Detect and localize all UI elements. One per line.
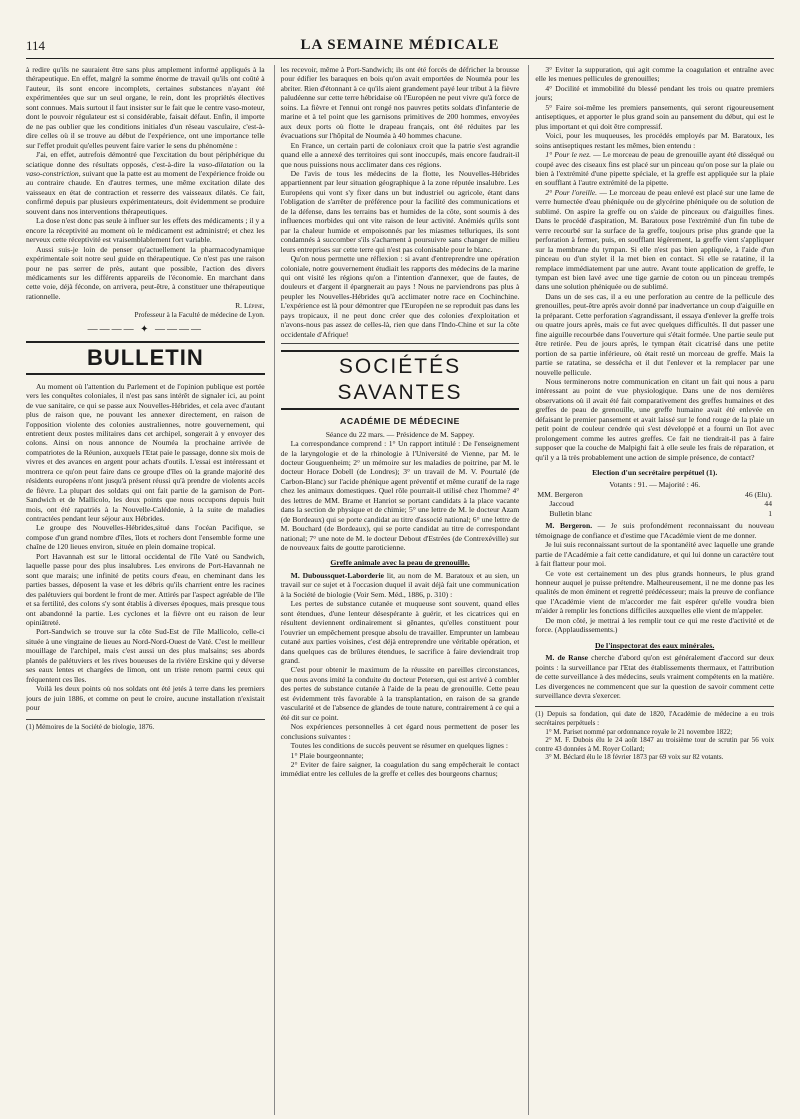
list-item: 3° Eviter la suppuration, qui agit comme la coagulation et entraîne avec elle les menues pellicules de grenouilles;	[535, 65, 775, 84]
table-row: Bulletin blanc 1	[549, 508, 773, 518]
paragraph: Port-Sandwich se trouve sur la côte Sud-Est de l'île Mallicolo, celle-ci située à une vingtaine de lieues au Nord-Nord-Ouest de Vaté. C'est le meilleur mouillage de l'archipel, mais c'est aussi un des plus malsains; ses abords plantés de palétuviers et les rives boueuses de la rivière Erskine qui y déverse ses eaux lentes et chargées de limon, ont un triste renom parmi ceux qui fréquentent ces îles.	[26, 627, 265, 684]
paragraph: les recevoir, même à Port-Sandwich; ils ont été forcés de défricher la brousse pour édifier les baraques en bois qu'on avait emportées de Nouméa pour les abriter. Rien d'étonnant à ce qu'ils aient grandement payé leur tribut à la fièvre paludéenne sur cette terre hébridaise où l'Européen ne peut vivre qu'à force de soins. La fièvre et l'ennui ont rongé nos pauvres petits soldats d'infanterie de marine et à tel point que les garnisons primitives de 200 hommes, envoyées aux deux ports où flotte le drapeau français, ont été réduites par les évacuations sur l'hôpital de Nouméa à 40 hommes chacune.	[280, 65, 520, 141]
column-1	[26, 65, 265, 1115]
speaker-name: M. de Ranse	[545, 653, 588, 663]
paragraph: 1° Pour le nez. — Le morceau de peau de grenouille ayant été disséqué ou coupé avec des ciseaux fins est placé sur un pinceau qu'on pose sur la plaie ou bien à l'extrémité d'une pipette spéciale, et la greffe est appliquée sur la plaie en soufflant à l'autre extrémité de la pipette.	[535, 150, 775, 188]
list-item: 1° Plaie bourgeonnante;	[290, 750, 364, 760]
paragraph: La dose n'est donc pas seule à influer sur les effets des médicaments ; il y a encore la réceptivité au moment où le médicament est administré; et chez les nerveux cette réceptivité est vraisemblablement fort variable.	[26, 216, 265, 245]
paragraph: Toutes les conditions de succès peuvent se résumer en quelques lignes :	[290, 741, 508, 751]
paragraph: M. Duboussquet-Laborderie lit, au nom de M. Baratoux et au sien, un travail sur ce sujet et à l'occasion duquel il avait déjà fait une communication à la Société de biologie (Voir Sem. Méd., 1886, p. 310) :	[280, 570, 520, 599]
speaker-name: M. Bergeron.	[545, 521, 593, 531]
paragraph: J'ai, en effet, autrefois démontré que l'excitation du bout périphérique du sciatique donne des résultats opposés, c'est-à-dire la vaso-dilatation ou la vaso-constriction, suivant que la patte est au moment de l'expérience froide ou au contraire chaude. En d'autres termes, une même excitation dilate des vaisseaux en état de contraction et resserre des vaisseaux dilatés. Ce fait, confirmé depuis par plusieurs expérimentateurs, doit évidemment se produire souvent dans nos interventions thérapeutiques.	[26, 150, 265, 216]
divider	[281, 343, 520, 344]
paragraph: Aussi suis-je loin de penser qu'actuellement la pharmacodynamique expérimentale soit notre seul guide en thérapeutique. Ce n'est pas une raison pour ne pas serrer de près, autant que possible, l'action des divers médicaments sur les différents appareils de l'économie. En marchant dans cette voie, déjà féconde, on arrivera, peut-être, à constituer une thérapeutique rationnelle.	[26, 244, 265, 301]
page-number: 114	[26, 38, 46, 53]
table-row: Jaccoud 44	[549, 499, 773, 509]
paragraph: Nos expériences personnelles à cet égard nous permettent de poser les conclusions suivantes :	[280, 722, 520, 741]
footnote: (1) Depuis sa fondation, qui date de 1820, l'Académie de médecine a eu trois secrétaires perpétuels : 1° M. Pariset nommé par ordonnance royale le 21 novembre 1822; 2° M. F. Dubois élu le 24 août 1847 au troisième tour de scrutin par 56 voix contre 43 données à M. Royer Collard; 3° M. Béclard élu le 18 février 1873 par 69 voix sur 82 votants.	[535, 706, 774, 762]
speaker-name: M. Duboussquet-Laborderie	[290, 570, 385, 580]
paragraph: De mon côté, je mettrai à les remplir tout ce qui me reste d'activité et de force. (Applaudissements.)	[535, 615, 775, 635]
column-2	[274, 65, 520, 1115]
topic-title-inspectorat: De l'inspectorat des eaux minérales.	[595, 640, 715, 650]
list-item: 2° Eviter de faire saigner, la coagulation du sang empêcherait le contact immédiat entre les cellules de la greffe et celles des bourgeons charnus;	[280, 760, 520, 779]
ornament-divider: ———— ✦ ————	[87, 324, 204, 336]
topic-title-greffe: Greffe animale avec la peau de grenouille.	[330, 558, 470, 568]
paragraph: C'est pour obtenir le maximum de la réussite en pareilles circonstances, que nous avons imité la conduite du docteur Petersen, qui est arrivé à combler des pertes de substance cutanée à l'aide de la peau de grenouille. Cette peau est évidemment très favorable à la transplantation, en raison de sa grande vascularité et de l'absence de glandes de toute nature, contrairement à ce qui a été dit sur ce point.	[280, 665, 520, 722]
paragraph: Les pertes de substance cutanée et muqueuse sont souvent, quand elles sont étendues, d'une lenteur désespérante à guérir, et les cicatrices qui en résultent deviennent ordinairement si gênantes, qu'elles constituent pour l'ouvrier un empêchement presque absolu de travailler. Emprunter un lambeau cutané aux parties voisines, c'est déjà entreprendre une véritable opération, et dans quelques cas de brûlures étendues, le sacrifice à faire deviendrait trop grand.	[280, 599, 520, 666]
table-row: MM. Bergeron 46 (Elu).	[537, 489, 773, 499]
votants-line: Votants : 91. — Majorité : 46.	[609, 480, 701, 490]
author-title: Professeur à la Faculté de médecine de Lyon.	[134, 310, 265, 319]
session-line: Séance du 22 mars. — Présidence de M. Sappey.	[325, 429, 475, 439]
paragraph: Qu'on nous permette une réflexion : si avant d'entreprendre une opération coloniale, notre gouvernement étudiait les rapports des médecins de la marine qui ont visité les régions qu'on a l'intention d'annexer, que de fautes, de douleurs et d'argent il épargnerait au pays ! Nous ne parviendrons pas plus à peupler les Nouvelles-Hébrides qu'à acclimater notre race en Cochinchine. L'expérience est là pour démontrer que l'Européen ne se reproduit pas dans les pays tropicaux, il ne peut donc créer que des colonies d'exploitation et n'avons-nous pas assez de celles-là, rien que dans l'Indo-Chine et sur la côte occidentale d'Afrique!	[280, 254, 520, 339]
columns	[26, 65, 774, 1115]
vote-results	[535, 480, 774, 518]
paragraph: M. Bergeron. — Je suis profondément reconnaissant du nouveau témoignage de confiance et d'estime que l'Académie vient de me donner.	[535, 521, 775, 540]
correspondence-paragraph: La correspondance comprend : 1° Un rapport intitulé : De l'enseignement de la laryngologie et de la rhinologie à l'Université de Vienne, par M. le docteur Gouguenheim; 2° un mémoire sur les maladies de poitrine, par M. le docteur Horace Dobell (de Londres); 3° un travail de M. V. Pourtalé (de Carbon-Blanc) sur l'acide phénique agent préventif et même curatif de la rage chez les animaux domestiques. Quel rôle pourrait-il utilisé chez l'homme? 4° des lettres de MM. Brame et Hanriot se portant candidats à la place vacante dans la section de physique et de chimie; 5° une lettre de M. le docteur Azam (de Bordeaux) qui se porte candidat au titre d'associé national; 6° une lettre de M. Bouchard (de Bordeaux), qui se porte candidat au titre de correspondant national; 7° une note de M. le docteur Debout d'Estrées (de Contrexéville) sur de nouveaux faits de goutte paroticienne.	[280, 439, 520, 553]
list-item: 4° Docilité et immobilité du blessé pendant les trois ou quatre premiers jours;	[535, 83, 775, 103]
section-title-societes: SOCIÉTÉS SAVANTES	[281, 350, 520, 410]
paragraph: M. de Ranse cherche d'abord qu'on est généralement d'accord sur deux points : la surveillance par l'Etat des établissements thermaux, et l'attribution de cette surveillance à des médecins, seuls vraiment compétents en la matière. Les divergences ne commencent que sur la question de savoir comment cette surveillance devra s'exercer.	[535, 653, 775, 700]
paragraph: Ce vote est certainement un des plus grands honneurs, le plus grand honneur auquel je puisse prétendre. Malheureusement, il ne me donne pas les qualités de mon éminent et regretté prédécesseur; mais la preuve de confiance que l'Académie vient de m'accorder me fait espérer qu'elle voudra bien m'aider à remplir les fonctions difficiles auxquelles elle vient de m'appeler.	[535, 568, 775, 616]
paragraph: Nous terminerons notre communication en citant un fait qui nous a paru intéressant au point de vue physiologique. Dans une de nos dernières observations où il avait été fait comparativement des greffes humaines et des greffes de peau de grenouille, une greffe humaine avait été enlevée en défaisant le premier pansement et avait laissé sur le fond rouge de la plaie un petit point de couleur cendrée qui s'est développé et a fourni un îlot avec prolongement comme les autres greffes. Ce fait ne tiendrait-il pas à faire supposer que la couche de Malpighi fait à elle seule les frais de réparation, et qu'il y a là très probablement une action de simple présence, de contact?	[535, 376, 775, 462]
paragraph: à redire qu'ils ne sauraient être sans plus amplement informé appliqués à la thérapeutique. En effet, malgré la somme énorme de travail qu'ils ont coûté à l'auteur, ils sont encore incomplets, certaines substances n'ayant été expérimentées que sur un seul organe, le rein, dont les propriétés électives sont connues. Mais surtout il faut insister sur le fait que le centre vaso-moteur, dont le pouvoir régulateur est si considérable, faisait défaut. Enfin, il importe de ne pas oublier que les conditions initiales d'un réseau vasculaire, c'est-à-dire celles où il se trouve au début de l'expérience, ont une importance telle sur l'effet produit qu'elles peuvent faire varier le sens du phénomène :	[26, 65, 265, 150]
paragraph: Dans un de ses cas, il a eu une perforation au centre de la pellicule des grenouilles, peut-être après avoir donné par inadvertance un coup d'aiguille en la préparant. Cette perforation s'agrandissant, il essaya d'enlever la greffe trois ou quatre jours après, mais ce fut avec quelques difficultés. Il dut passer une fine aiguille recourbée dans l'ouverture qui s'était formée. Une partie seule put être retirée. Peu de jours après, le tympan était cicatrisé dans une petite portion de sa partie inférieure, où était resté un morceau de greffe. Mais la partie se ratatina, se dessécha et il dut l'enlever et la remplacer par une nouvelle pellicule.	[535, 291, 775, 377]
paragraph: Le groupe des Nouvelles-Hébrides,situé dans l'océan Pacifique, se compose d'un grand nombre d'îles, îlots et rochers dont l'ensemble forme une chaîne de 120 lieues environ, située en plein domaine tropical.	[26, 523, 265, 552]
paragraph: Au moment où l'attention du Parlement et de l'opinion publique est portée vers les conquêtes coloniales, il n'est pas sans intérêt de signaler ici, au point de vue sanitaire, ce qui se passe aux Nouvelles-Hébrides, et cela avec d'autant plus de raison que, ne pouvant les annexer directement, en raison de l'opposition violente des colonies australiennes, notre gouvernement, qui entretient deux postes militaires dans cet archipel, songerait à y envoyer des colons. Ainsi on nous annonce de Nouméa la prochaine arrivée de compatriotes de la Réunion, auxquels l'Etat paie le passage, donne six mois de vivres et des avances en argent pour achats d'outils. L'essai est intéressant et montrera ce qu'on peut faire dans ce groupe d'îles où la grande majorité des résidents européens n'ont jusqu'à présent réussi qu'à prendre de violents accès de fièvre. La plupart des soldats qui ont fait partie de la garnison de Port-Sandwich et de Mallicolo, les deux points que nous occupons depuis huit mois, ont été rapatriés à la Nouvelle-Calédonie, à la suite de maladies contractées pendant leur séjour aux Hébrides.	[26, 381, 265, 524]
list-item: 5° Faire soi-même les premiers pansements, qui seront rigoureusement antiseptiques, et apporter le plus grand soin au pansement du début, qui est le plus important et qui doit être compressif.	[535, 102, 775, 131]
paragraph: En France, un certain parti de coloniaux croit que la patrie s'est agrandie quand elle a annexé des territoires qui sont inoccupés, mais encore faudrait-il que nous puissions nous acclimater dans ces régions.	[280, 140, 520, 169]
topic-title-election: Election d'un secrétaire perpétuel (1).	[592, 468, 718, 478]
paragraph: Voilà les deux points où nos soldats ont été jetés à terre dans les premiers jours de juin 1886, et comme on peut le croire, aucune installation n'existait pour	[26, 684, 265, 713]
running-header	[26, 36, 774, 59]
journal-title: LA SEMAINE MÉDICALE	[300, 37, 500, 53]
paragraph: Voici, pour les muqueuses, les procédés employés par M. Baratoux, les soins antiseptiques restant les mêmes, bien entendu :	[535, 131, 775, 150]
paragraph: Je lui suis reconnaissant surtout de la spontanéité avec laquelle une grande partie de l'Académie a fait cette candidature, et qui lui donne un caractère tout à fait flatteur pour moi.	[535, 540, 775, 569]
paragraph: 2° Pour l'oreille. — Le morceau de peau enlevé est placé sur une lame de verre humectée d'eau phéniquée ou de glycérine phéniquée ou de solution de sublimé. On aspire la greffe ou on s'aide de pinceaux ou d'aiguilles fines. Dans le procédé d'aspiration, M. Baratoux pose l'extrémité d'un fin tube de verre recourbé sur la surface de la greffe, toujours prise plus grande que la perforation à fermer, puis, en soufflant légèrement, la greffe vient s'appliquer sur la membrane du tympan. Si elle n'est pas bien appliquée, à l'aide d'un pinceau ou d'un stylet il la met bien en contact. Si elle se ratatine, il la remplace immédiatement par une autre. Avant toute application de greffe, le tympan est bien lavé avec une tige garnie de coton ou un pinceau trempés dans une solution phéniquée ou de sublimé.	[535, 187, 775, 292]
column-3	[528, 65, 774, 1115]
vote-table	[535, 490, 774, 518]
paragraph: De l'avis de tous les médecins de la flotte, les Nouvelles-Hébrides appartiennent par leur situation géographique à la zone réputée insalubre. Les Européens qui vont s'y fixer dans un but industriel ou agricole, étant dans l'obligation de s'arrêter de préférence pour la facilité des communications et de la défense, dans les terrains bas et humides de la côte, sont soumis à des influences morbides qui ont vite raison de leur activité. Anémiés qu'ils sont par la chaleur humide et empoisonnés par les miasmes telluriques, ils sont condamnés à succomber s'ils s'acharnent à poursuivre sans changer de milieu leurs entreprises sur cette terre qui n'est pas colonisable pour le blanc.	[280, 168, 520, 254]
academy-title: ACADÉMIE DE MÉDECINE	[340, 416, 460, 427]
author-signature: R. Lépine,	[235, 301, 265, 311]
paragraph: Port Havannah est sur le littoral occidental de l'île Vaté ou Sandwich, laquelle passe pour des plus insalubres. Les environs de Port-Havannah ne sont que marais; une infinité de petits cours d'eau, en cheminant dans les parties basses, déposent la vase et les débris qu'ils charrient entre les racines des palétuviers qui bordent le front de mer. Attirés par l'aspect agréable de l'île et sa fertilité, des colons s'y sont établis à diverses époques, mais presque tous ont abandonné la partie. Les cyclones et la fièvre ont eu raison de leur opiniâtreté.	[26, 551, 265, 628]
section-title-bulletin: BULLETIN	[26, 341, 265, 375]
footnote: (1) Mémoires de la Société de biologie, 1876.	[26, 719, 265, 732]
